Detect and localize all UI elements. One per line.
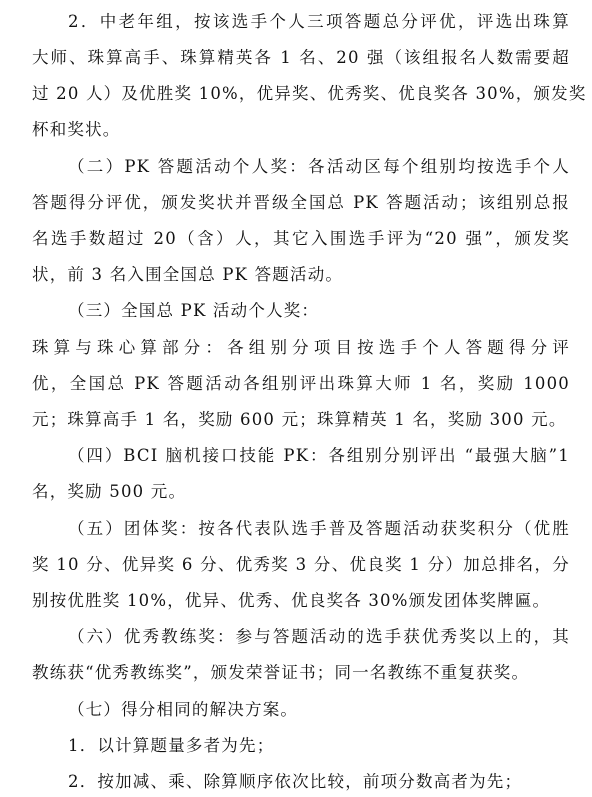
text-line: 奖 10 分、优异奖 6 分、优秀奖 3 分、优良奖 1 分）加总排名，分 (32, 555, 570, 574)
text-line: （三）全国总 PK 活动个人奖： (68, 301, 320, 320)
text-line: 元；珠算高手 1 名，奖励 600 元；珠算精英 1 名，奖励 300 元。 (32, 410, 567, 429)
text-line: 2．按加减、乘、除算顺序依次比较，前项分数高者为先； (68, 772, 523, 791)
text-line: 名，奖励 500 元。 (32, 482, 187, 501)
text-line: （七）得分相同的解决方案。 (68, 700, 299, 719)
text-line: （六）优秀教练奖：参与答题活动的选手获优秀奖以上的，其 (68, 627, 570, 646)
text-line: 过 20 人）及优胜奖 10%，优异奖、优秀奖、优良奖各 30%，颁发奖 (32, 84, 587, 103)
text-line: 杯和奖状。 (32, 120, 121, 139)
text-line: 优，全国总 PK 答题活动各组别评出珠算大师 1 名，奖励 1000 (32, 374, 570, 393)
text-line: （二）PK 答题活动个人奖：各活动区每个组别均按选手个人 (68, 157, 570, 176)
text-line: 1．以计算题量多者为先； (68, 736, 275, 755)
text-line: 珠算与珠心算部分：各组别分项目按选手个人答题得分评 (32, 338, 570, 357)
text-line: 别按优胜奖 10%，优异、优秀、优良奖各 30%颁发团体奖牌匾。 (32, 591, 551, 610)
text-line: （五）团体奖：按各代表队选手普及答题活动获奖积分（优胜 (68, 519, 570, 538)
text-line: 教练获“优秀教练奖”，颁发荣誉证书；同一名教练不重复获奖。 (32, 663, 530, 682)
text-line: 状，前 3 名入围全国总 PK 答题活动。 (32, 265, 344, 284)
text-line: （四）BCI 脑机接口技能 PK：各组别分别评出 “最强大脑”1 (68, 446, 570, 465)
text-line: 2．中老年组，按该选手个人三项答题总分评优，评选出珠算 (68, 12, 570, 31)
text-line: 大师、珠算高手、珠算精英各 1 名、20 强（该组报名人数需要超 (32, 48, 570, 67)
text-line: 答题得分评优，颁发奖状并晋级全国总 PK 答题活动；该组别总报 (32, 193, 570, 212)
text-line: 名选手数超过 20（含）人，其它入围选手评为“20 强”，颁发奖 (32, 229, 570, 248)
